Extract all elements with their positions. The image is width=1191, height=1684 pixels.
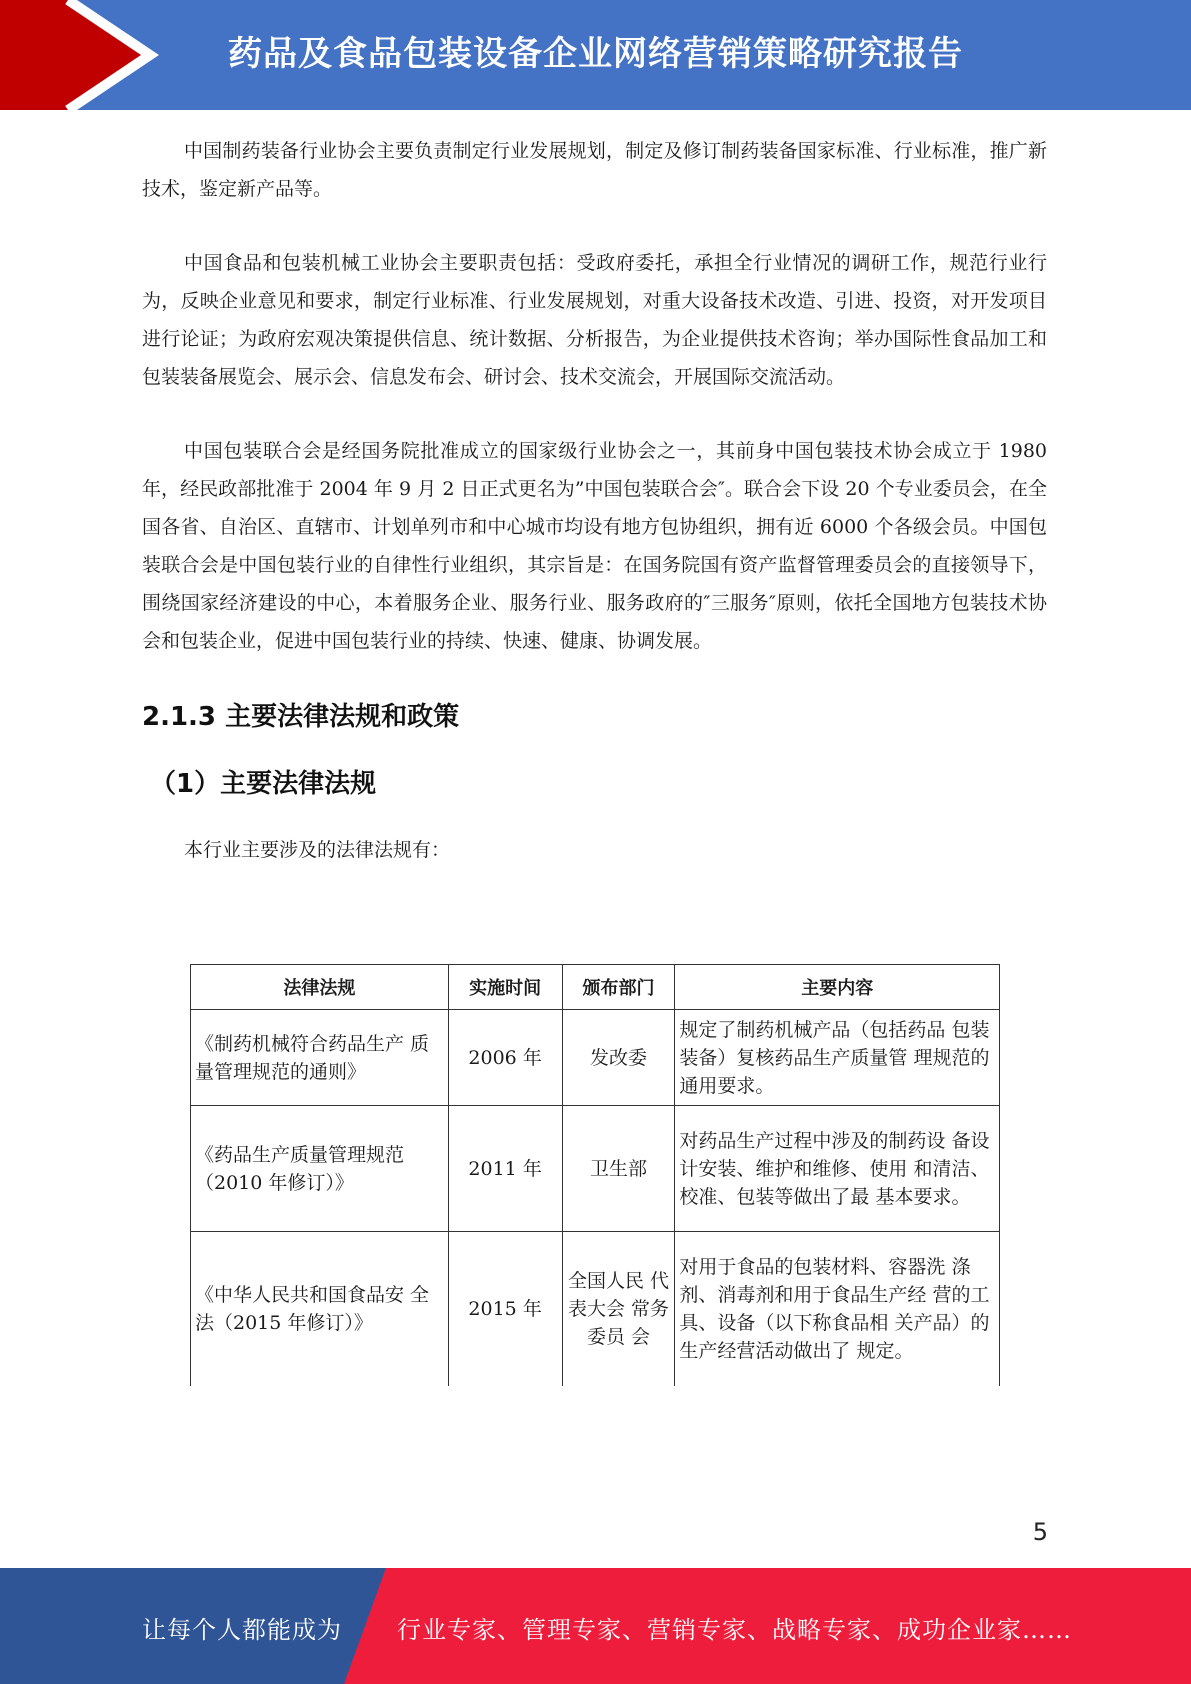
- cell-content: 对药品生产过程中涉及的制药设 备设计安装、维护和维修、使用 和清洁、校准、包装等做出了最 基本要求。: [675, 1106, 1000, 1232]
- footer-slogan-left: 让每个人都能成为: [142, 1616, 342, 1644]
- footer-band: [0, 1568, 1191, 1684]
- footer-slogan-right: 行业专家、管理专家、营销专家、战略专家、成功企业家……: [397, 1616, 1072, 1644]
- header-main-content: 主要内容: [675, 965, 1000, 1010]
- cell-department: 发改委: [562, 1010, 675, 1106]
- page-number: 5: [1032, 1518, 1048, 1546]
- cell-law: 《药品生产质量管理规范（2010 年修订）》: [191, 1106, 449, 1232]
- table-row: [191, 1232, 1000, 1386]
- header-effective-date: 实施时间: [448, 965, 562, 1010]
- paragraph-food-packaging-association: 中国食品和包装机械工业协会主要职责包括：受政府委托，承担全行业情况的调研工作，规范行业行为，反映企业意见和要求，制定行业标准、行业发展规划，对重大设备技术改造、引进、投资，对开发项目进行论证；为政府宏观决策提供信息、统计数据、分析报告，为企业提供技术咨询；举办国际性食品加工和包装装备展览会、展示会、信息发布会、研讨会、技术交流会，开展国际交流活动。: [142, 252, 1047, 388]
- header-band: [0, 0, 1191, 110]
- cell-content: 对用于食品的包装材料、容器洗 涤剂、消毒剂和用于食品生产经 营的工具、设备（以下称食品相 关产品）的生产经营活动做出了 规定。: [675, 1232, 1000, 1386]
- cell-department: 卫生部: [562, 1106, 675, 1232]
- laws-table: [190, 964, 1000, 1386]
- document-body: [142, 132, 1047, 890]
- report-title: 药品及食品包装设备企业网络营销策略研究报告: [228, 34, 963, 74]
- cell-date: 2006 年: [448, 1010, 562, 1106]
- cell-content: 规定了制药机械产品（包括药品 包装装备）复核药品生产质量管 理规范的通用要求。: [675, 1010, 1000, 1106]
- table-row: [191, 1106, 1000, 1232]
- sub-heading: （1）主要法律法规: [150, 769, 377, 799]
- section-heading: 2.1.3 主要法律法规和政策: [142, 702, 460, 732]
- header-law: 法律法规: [191, 965, 449, 1010]
- cell-law: 《制药机械符合药品生产 质量管理规范的通则》: [191, 1010, 449, 1106]
- table-intro: 本行业主要涉及的法律法规有：: [184, 839, 451, 861]
- table-header-row: [191, 965, 1000, 1010]
- paragraph-pharma-association: 中国制药装备行业协会主要负责制定行业发展规划，制定及修订制药装备国家标准、行业标准，推广新技术，鉴定新产品等。: [142, 140, 1047, 200]
- cell-date: 2011 年: [448, 1106, 562, 1232]
- cell-date: 2015 年: [448, 1232, 562, 1386]
- header-issuing-department: 颁布部门: [562, 965, 675, 1010]
- cell-department: 全国人民 代表大会 常务委员 会: [562, 1232, 675, 1386]
- table-row: [191, 1010, 1000, 1106]
- cell-law: 《中华人民共和国食品安 全法（2015 年修订）》: [191, 1232, 449, 1386]
- paragraph-packaging-federation: 中国包装联合会是经国务院批准成立的国家级行业协会之一，其前身中国包装技术协会成立于 1980 年，经民政部批准于 2004 年 9 月 2 日正式更名为”中国包装联合会″。联合会下设 20 个专业委员会，在全国各省、自治区、直辖市、计划单列市和中心城市均设有地方包协组织，拥有近 6000 个各级会员。中国包装联合会是中国包装行业的自律性行业组织，其宗旨是：在国务院国有资产监督管理委员会的直接领导下，围绕国家经济建设的中心，本着服务企业、服务行业、服务政府的″三服务″原则，依托全国地方包装技术协会和包装企业，促进中国包装行业的持续、快速、健康、协调发展。: [142, 440, 1047, 652]
